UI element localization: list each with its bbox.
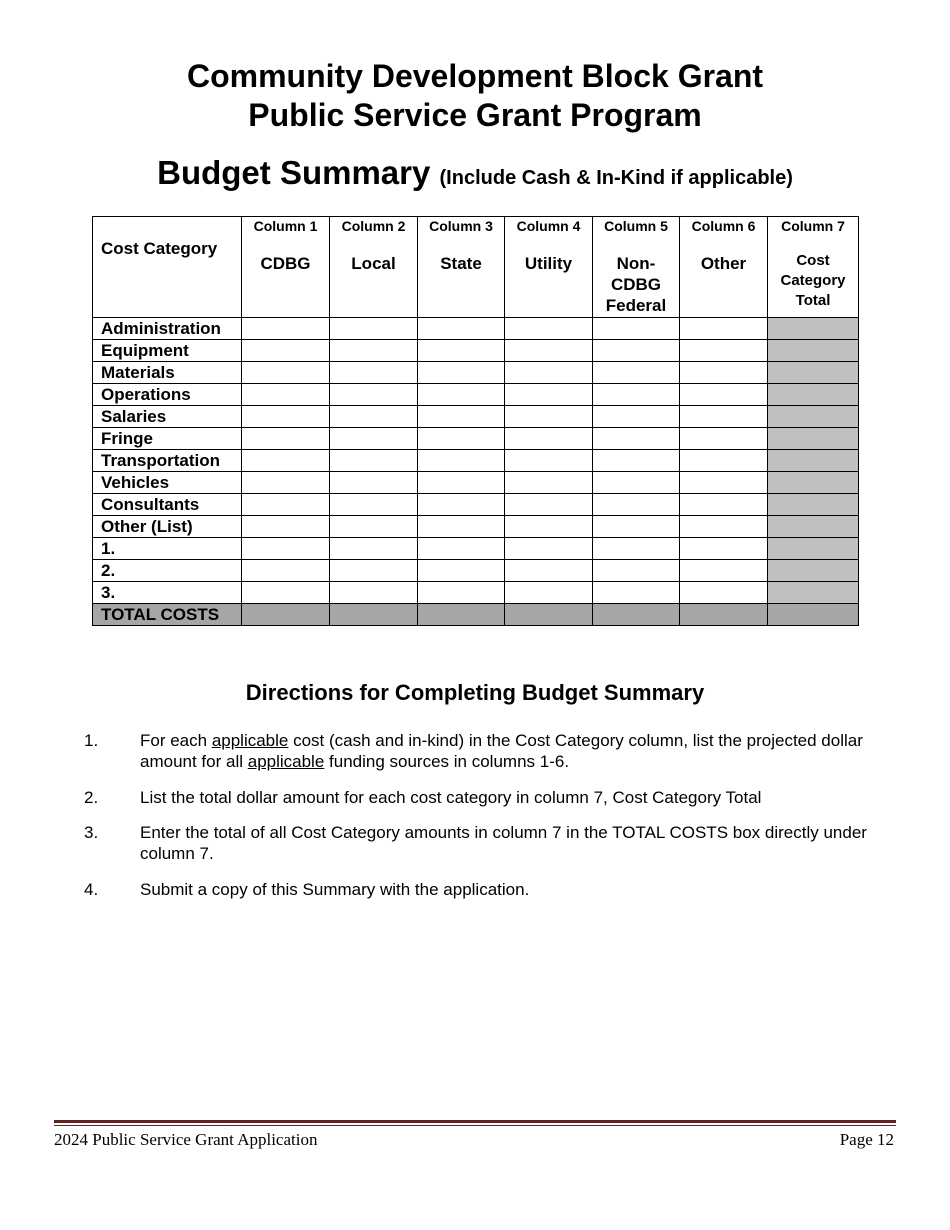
total-cell[interactable] (505, 604, 593, 626)
header-column-4: Column 4 Utility (505, 217, 593, 318)
amount-cell[interactable] (330, 406, 418, 428)
amount-cell[interactable] (593, 560, 680, 582)
header-column-5: Column 5 Non-CDBG Federal (593, 217, 680, 318)
direction-item: 4. Submit a copy of this Summary with the application. (84, 880, 530, 899)
amount-cell[interactable] (242, 560, 330, 582)
amount-cell[interactable] (418, 472, 505, 494)
amount-cell[interactable] (768, 560, 859, 582)
amount-cell[interactable] (505, 362, 593, 384)
table-header-row (93, 217, 859, 318)
amount-cell[interactable] (418, 406, 505, 428)
amount-cell[interactable] (680, 428, 768, 450)
amount-cell[interactable] (242, 318, 330, 340)
table-row (93, 318, 859, 340)
table-row (93, 494, 859, 516)
amount-cell[interactable] (505, 582, 593, 604)
amount-cell[interactable] (593, 362, 680, 384)
amount-cell[interactable] (330, 318, 418, 340)
cost-category-label: 2. (93, 560, 242, 582)
amount-cell[interactable] (505, 450, 593, 472)
amount-cell[interactable] (593, 472, 680, 494)
cost-category-label: Transportation (93, 450, 242, 472)
amount-cell[interactable] (680, 560, 768, 582)
amount-cell[interactable] (330, 340, 418, 362)
amount-cell[interactable] (242, 582, 330, 604)
cost-category-label: Consultants (93, 494, 242, 516)
amount-cell[interactable] (505, 560, 593, 582)
amount-cell[interactable] (593, 494, 680, 516)
amount-cell[interactable] (505, 384, 593, 406)
footer-document-title: 2024 Public Service Grant Application (54, 1130, 318, 1149)
amount-cell[interactable] (330, 428, 418, 450)
amount-cell[interactable] (418, 582, 505, 604)
amount-cell[interactable] (505, 538, 593, 560)
cost-category-label: Equipment (93, 340, 242, 362)
table-row (93, 560, 859, 582)
amount-cell[interactable] (680, 318, 768, 340)
amount-cell[interactable] (768, 450, 859, 472)
amount-cell[interactable] (680, 516, 768, 538)
amount-cell[interactable] (593, 318, 680, 340)
amount-cell[interactable] (242, 362, 330, 384)
total-costs-label: TOTAL COSTS (93, 604, 242, 626)
total-cell[interactable] (768, 604, 859, 626)
amount-cell[interactable] (330, 384, 418, 406)
amount-cell[interactable] (680, 362, 768, 384)
amount-cell[interactable] (505, 494, 593, 516)
table-row (93, 406, 859, 428)
header-column-3: Column 3 State (418, 217, 505, 318)
header-column-1: Column 1 CDBG (242, 217, 330, 318)
amount-cell[interactable] (768, 472, 859, 494)
amount-cell[interactable] (330, 538, 418, 560)
directions-title: Directions for Completing Budget Summary (245, 680, 705, 705)
table-row (93, 582, 859, 604)
amount-cell[interactable] (242, 428, 330, 450)
amount-cell[interactable] (418, 450, 505, 472)
header-column-2: Column 2 Local (330, 217, 418, 318)
amount-cell[interactable] (505, 318, 593, 340)
cost-category-label: 1. (93, 538, 242, 560)
total-cell[interactable] (680, 604, 768, 626)
amount-cell[interactable] (593, 538, 680, 560)
amount-cell[interactable] (680, 582, 768, 604)
amount-cell[interactable] (768, 538, 859, 560)
amount-cell[interactable] (768, 362, 859, 384)
amount-cell[interactable] (242, 340, 330, 362)
amount-cell[interactable] (330, 472, 418, 494)
amount-cell[interactable] (680, 384, 768, 406)
amount-cell[interactable] (593, 340, 680, 362)
amount-cell[interactable] (418, 318, 505, 340)
table-row (93, 340, 859, 362)
direction-item: 3. Enter the total of all Cost Category amounts in column 7 in the TOTAL COSTS box directly under column 7. (84, 823, 867, 863)
amount-cell[interactable] (418, 516, 505, 538)
amount-cell[interactable] (418, 362, 505, 384)
amount-cell[interactable] (680, 494, 768, 516)
amount-cell[interactable] (330, 450, 418, 472)
footer-divider (54, 1120, 896, 1123)
amount-cell[interactable] (242, 472, 330, 494)
amount-cell[interactable] (768, 318, 859, 340)
table-row (93, 472, 859, 494)
amount-cell[interactable] (330, 582, 418, 604)
amount-cell[interactable] (768, 406, 859, 428)
table-row (93, 538, 859, 560)
amount-cell[interactable] (505, 516, 593, 538)
cost-category-label: Fringe (93, 428, 242, 450)
cost-category-label: Materials (93, 362, 242, 384)
amount-cell[interactable] (505, 340, 593, 362)
footer-page-number: Page 12 (839, 1130, 894, 1149)
amount-cell[interactable] (242, 384, 330, 406)
cost-category-label: Other (List) (93, 516, 242, 538)
amount-cell[interactable] (768, 582, 859, 604)
amount-cell[interactable] (330, 494, 418, 516)
table-row (93, 516, 859, 538)
budget-table (92, 216, 859, 626)
amount-cell[interactable] (418, 560, 505, 582)
header-cost-category: Cost Category (93, 217, 242, 318)
cost-category-label: 3. (93, 582, 242, 604)
amount-cell[interactable] (593, 406, 680, 428)
amount-cell[interactable] (768, 340, 859, 362)
amount-cell[interactable] (330, 516, 418, 538)
amount-cell[interactable] (593, 516, 680, 538)
total-cell[interactable] (242, 604, 330, 626)
amount-cell[interactable] (593, 582, 680, 604)
cost-category-label: Operations (93, 384, 242, 406)
amount-cell[interactable] (680, 340, 768, 362)
direction-item: 2. List the total dollar amount for each cost category in column 7, Cost Category Total (84, 788, 762, 807)
amount-cell[interactable] (680, 538, 768, 560)
amount-cell[interactable] (768, 516, 859, 538)
amount-cell[interactable] (330, 362, 418, 384)
direction-item: 1. For each applicable cost (cash and in-kind) in the Cost Category column, list the projected dollar amount for all applicable funding sources in columns 1-6. (84, 731, 863, 771)
amount-cell[interactable] (680, 406, 768, 428)
amount-cell[interactable] (593, 428, 680, 450)
amount-cell[interactable] (593, 450, 680, 472)
amount-cell[interactable] (242, 406, 330, 428)
cost-category-label: Administration (93, 318, 242, 340)
header-column-7: Column 7 Cost Category Total (768, 217, 859, 318)
amount-cell[interactable] (768, 384, 859, 406)
budget-summary-heading (0, 153, 950, 198)
total-cell[interactable] (418, 604, 505, 626)
title-line-1: Community Development Block Grant (186, 58, 764, 94)
amount-cell[interactable] (242, 538, 330, 560)
footer-divider-thin (54, 1125, 896, 1126)
table-row (93, 450, 859, 472)
amount-cell[interactable] (505, 428, 593, 450)
title-line-2: Public Service Grant Program (248, 97, 702, 133)
total-cell[interactable] (330, 604, 418, 626)
table-row (93, 428, 859, 450)
amount-cell[interactable] (242, 494, 330, 516)
cost-category-label: Vehicles (93, 472, 242, 494)
amount-cell[interactable] (768, 494, 859, 516)
amount-cell[interactable] (330, 560, 418, 582)
budget-summary-title: Budget Summary (157, 154, 431, 191)
amount-cell[interactable] (768, 428, 859, 450)
total-cell[interactable] (593, 604, 680, 626)
amount-cell[interactable] (418, 428, 505, 450)
amount-cell[interactable] (505, 472, 593, 494)
amount-cell[interactable] (418, 538, 505, 560)
header-column-6: Column 6 Other (680, 217, 768, 318)
budget-summary-note: (Include Cash & In-Kind if applicable) (439, 167, 793, 189)
amount-cell[interactable] (418, 384, 505, 406)
cost-category-label: Salaries (93, 406, 242, 428)
table-row (93, 384, 859, 406)
total-costs-row (93, 604, 859, 626)
amount-cell[interactable] (418, 340, 505, 362)
amount-cell[interactable] (242, 450, 330, 472)
amount-cell[interactable] (418, 494, 505, 516)
amount-cell[interactable] (242, 516, 330, 538)
amount-cell[interactable] (680, 450, 768, 472)
amount-cell[interactable] (680, 472, 768, 494)
amount-cell[interactable] (505, 406, 593, 428)
table-row (93, 362, 859, 384)
amount-cell[interactable] (593, 384, 680, 406)
